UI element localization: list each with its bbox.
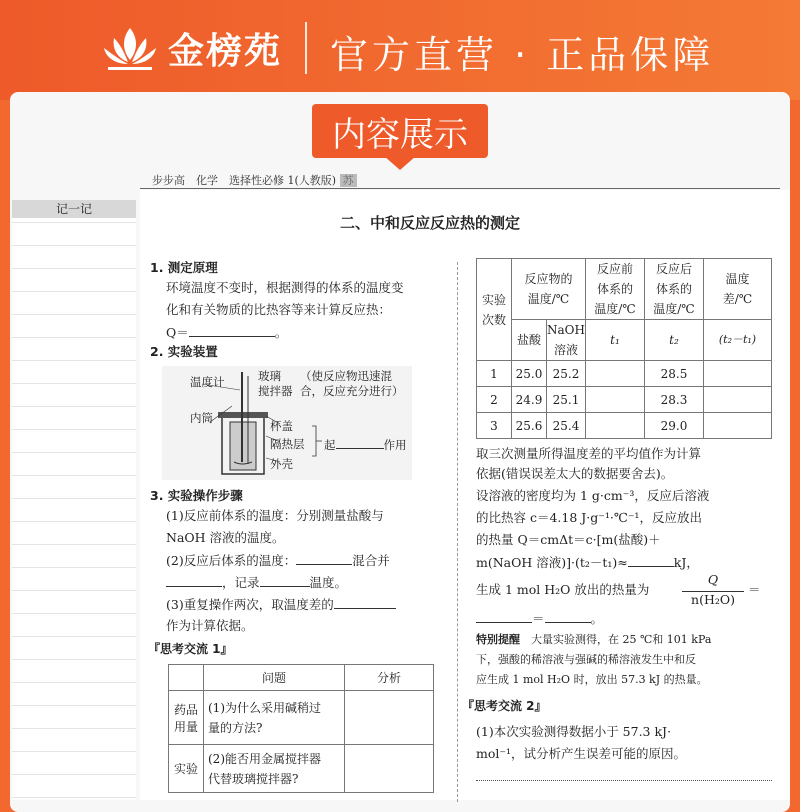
table-cell: 2 bbox=[477, 387, 512, 413]
cell-text: 体系的 bbox=[596, 282, 633, 296]
cell-text: 实验 bbox=[481, 292, 506, 307]
blank-line bbox=[628, 552, 674, 567]
step-text: (2)反应后体系的温度： bbox=[166, 553, 297, 568]
text-line bbox=[476, 552, 699, 573]
reminder-text: 应生成 1 mol H₂O 时，放出 57.3 kJ 的热量。 bbox=[476, 673, 708, 686]
region-badge: 苏 bbox=[340, 174, 357, 187]
heading-apparatus: 2. 实验装置 bbox=[150, 344, 218, 359]
formula-text: kJ， bbox=[673, 555, 699, 570]
cell-text: 温度 bbox=[725, 272, 750, 286]
cell-text: 代替玻璃搅拌器? bbox=[208, 771, 299, 786]
step-text: 混合并 bbox=[352, 553, 390, 568]
cell-text: 反应后 bbox=[655, 262, 692, 276]
heading-principle: 1. 测定原理 bbox=[150, 260, 218, 275]
cell-text: (2)能否用金属搅拌器 bbox=[208, 751, 321, 766]
table-cell bbox=[169, 665, 204, 691]
header-after bbox=[644, 259, 703, 320]
cell-text: 用量 bbox=[173, 719, 198, 734]
table-cell: 25.2 bbox=[547, 361, 586, 387]
text-line bbox=[166, 594, 396, 615]
role-end: 作用 bbox=[383, 438, 407, 452]
section-ribbon-label: 内容展示 bbox=[332, 115, 468, 155]
text-line: 设溶液的密度均为 1 g·cm⁻³，反应后溶液 bbox=[476, 488, 710, 503]
blank-line bbox=[336, 436, 384, 449]
text-line: (1)本次实验测得数据小于 57.3 kJ· bbox=[476, 724, 672, 739]
blank-line bbox=[189, 322, 275, 337]
section-title: 二、中和反应反应热的测定 bbox=[340, 214, 521, 232]
page-header bbox=[152, 172, 357, 188]
notes-sidebar bbox=[12, 200, 136, 800]
header-diff bbox=[703, 259, 771, 320]
table-cell: 25.0 bbox=[512, 361, 547, 387]
cell-text: 差/℃ bbox=[722, 292, 753, 306]
reminder-label: 特别提醒 bbox=[476, 633, 520, 646]
formula-text: m(NaOH 溶液)]·(t₂－t₁)≈ bbox=[476, 555, 628, 570]
cell-text: 反应前 bbox=[596, 262, 633, 276]
special-reminder bbox=[476, 630, 711, 650]
label-insulation: 隔热层 bbox=[270, 437, 305, 451]
table-question bbox=[204, 745, 345, 793]
blank-line bbox=[545, 608, 591, 623]
fraction-numerator: Q bbox=[707, 572, 719, 587]
cell-text: NaOH bbox=[547, 323, 585, 337]
text-line bbox=[476, 608, 603, 629]
cell-text: (1)为什么采用碱稍过 bbox=[208, 700, 321, 715]
text-line: 取三次测量所得温度差的平均值作为计算 bbox=[476, 446, 702, 461]
table-row-label bbox=[169, 691, 204, 745]
cell-text: 温度/℃ bbox=[653, 302, 695, 316]
step-text: 温度。 bbox=[309, 575, 348, 590]
table-cell: 25.4 bbox=[547, 413, 586, 439]
formula-text: 。 bbox=[590, 611, 604, 626]
blank-line bbox=[296, 550, 352, 565]
step-text: (3)重复操作两次，取温度差的 bbox=[166, 597, 334, 612]
blank-line bbox=[334, 594, 396, 609]
text-line bbox=[166, 550, 390, 571]
text-line: NaOH 溶液的温度。 bbox=[166, 530, 285, 545]
table-row-label: 实验 bbox=[169, 745, 204, 793]
lotus-logo-icon bbox=[100, 22, 160, 74]
q-label: Q＝ bbox=[166, 325, 189, 340]
table-cell bbox=[585, 413, 644, 439]
equals-sign: ＝ bbox=[748, 582, 761, 597]
sub-hcl: 盐酸 bbox=[512, 320, 547, 361]
formula-q bbox=[166, 322, 287, 343]
blank-line bbox=[260, 572, 310, 587]
label-note: 合，反应充分进行） bbox=[300, 384, 404, 398]
slogan: 官方直营 · 正品保障 bbox=[330, 33, 715, 77]
table-answer-cell bbox=[345, 691, 434, 745]
text-line: 的比热容 c＝4.18 J·g⁻¹·℃⁻¹，反应放出 bbox=[476, 510, 702, 525]
column-divider bbox=[457, 262, 458, 802]
table-cell bbox=[585, 387, 644, 413]
ribbon-pointer bbox=[384, 156, 416, 170]
brand-name: 金榜苑 bbox=[168, 30, 283, 72]
punct: 。 bbox=[274, 325, 288, 340]
table-cell: 1 bbox=[477, 361, 512, 387]
header-reactant bbox=[512, 259, 586, 320]
think-exchange-2-title: 『思考交流 2』 bbox=[462, 699, 547, 713]
text-line: mol⁻¹，试分析产生误差可能的原因。 bbox=[476, 746, 686, 761]
text-line bbox=[166, 572, 347, 593]
table-cell bbox=[585, 361, 644, 387]
think-table bbox=[168, 664, 434, 793]
label-lid: 杯盖 bbox=[270, 419, 293, 433]
table-cell: 24.9 bbox=[512, 387, 547, 413]
table-answer-cell bbox=[345, 745, 434, 793]
formula-text: ＝ bbox=[532, 611, 545, 626]
book-title: 步步高 化学 选择性必修 1(人教版) bbox=[152, 174, 337, 187]
fraction-denominator: n(H₂O) bbox=[691, 592, 735, 607]
step-text: ，记录 bbox=[222, 575, 260, 590]
sub-diff: (t₂－t₁) bbox=[703, 320, 771, 361]
blank-line bbox=[166, 572, 222, 587]
table-header-analysis: 分析 bbox=[345, 665, 434, 691]
top-banner bbox=[0, 0, 800, 100]
role-start: 起 bbox=[324, 438, 336, 452]
cell-text: 温度/℃ bbox=[527, 292, 570, 306]
sub-t2: t₂ bbox=[644, 320, 703, 361]
brand-logo bbox=[100, 22, 282, 74]
sub-t1: t₁ bbox=[585, 320, 644, 361]
cell-text: 药品 bbox=[173, 702, 198, 717]
table-cell bbox=[703, 361, 771, 387]
reminder-text: 下，强酸的稀溶液与强碱的稀溶液发生中和反 bbox=[476, 653, 696, 666]
cell-text: 量的方法? bbox=[208, 720, 263, 735]
text-line: 环境温度不变时，根据测得的体系的温度变 bbox=[166, 280, 404, 295]
reminder-text: 大量实验测得，在 25 ℃和 101 kPa bbox=[531, 633, 712, 646]
label-note: （使反应物迅速混 bbox=[300, 369, 392, 383]
header-before bbox=[585, 259, 644, 320]
temperature-data-table bbox=[476, 258, 772, 439]
text-line: (1)反应前体系的温度：分别测量盐酸与 bbox=[166, 508, 384, 523]
cell-text: 温度/℃ bbox=[594, 302, 636, 316]
header-trial bbox=[477, 259, 512, 361]
label-role bbox=[324, 436, 407, 453]
table-cell: 3 bbox=[477, 413, 512, 439]
think-exchange-1-title: 『思考交流 1』 bbox=[148, 642, 233, 656]
table-cell: 29.0 bbox=[644, 413, 703, 439]
text-line: 作为计算依据。 bbox=[166, 618, 254, 633]
cell-text: 体系的 bbox=[655, 282, 692, 296]
label-stirrer: 搅拌器 bbox=[258, 384, 293, 398]
cell-text: 次数 bbox=[481, 312, 506, 327]
answer-dotted-line bbox=[476, 780, 772, 781]
table-header-question: 问题 bbox=[204, 665, 345, 691]
blank-line bbox=[476, 608, 532, 623]
cell-text: 溶液 bbox=[553, 343, 578, 357]
header-rule bbox=[140, 188, 780, 189]
table-cell: 28.5 bbox=[644, 361, 703, 387]
text-line: 依据(错误误差太大的数据要舍去)。 bbox=[476, 466, 674, 481]
text-line: 的热量 Q＝cmΔt＝c·[m(盐酸)＋ bbox=[476, 532, 661, 547]
table-cell bbox=[703, 387, 771, 413]
table-cell: 28.3 bbox=[644, 387, 703, 413]
banner-divider bbox=[305, 22, 307, 74]
label-shell: 外壳 bbox=[270, 457, 293, 471]
notes-sidebar-title: 记一记 bbox=[12, 200, 136, 218]
table-cell: 25.1 bbox=[547, 387, 586, 413]
table-cell: 25.6 bbox=[512, 413, 547, 439]
table-cell bbox=[703, 413, 771, 439]
sub-naoh bbox=[547, 320, 586, 361]
label-glass: 玻璃 bbox=[258, 369, 281, 383]
text-line: 化和有关物质的比热容等来计算反应热： bbox=[166, 302, 392, 317]
table-question bbox=[204, 691, 345, 745]
text-line: 生成 1 mol H₂O 放出的热量为 bbox=[476, 582, 650, 597]
heading-steps: 3. 实验操作步骤 bbox=[150, 488, 243, 503]
cell-text: 反应物的 bbox=[524, 272, 573, 286]
label-thermometer: 温度计 bbox=[190, 375, 225, 389]
label-inner-cylinder: 内筒 bbox=[190, 411, 213, 425]
